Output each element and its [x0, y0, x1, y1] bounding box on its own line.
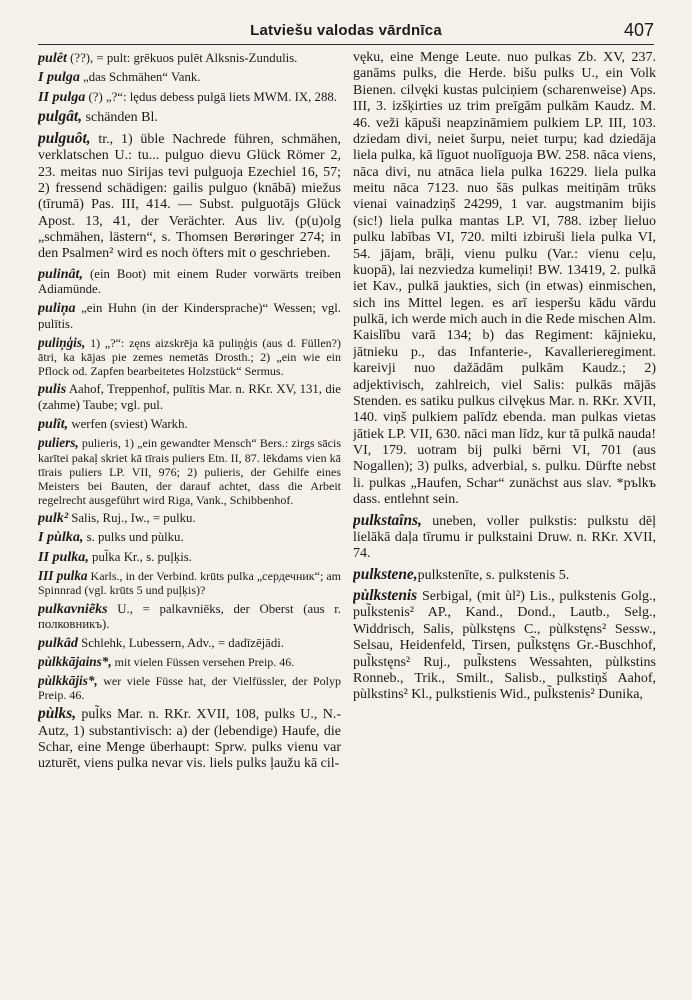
entry-text: mit vielen Füssen versehen Preip. 46.	[111, 655, 295, 670]
dictionary-entry	[38, 266, 341, 297]
headword: pulinât,	[38, 265, 83, 282]
headword: II pulga	[38, 88, 86, 105]
headword: pulkstene,	[353, 565, 418, 583]
entry-text: wer viele Füsse hat, der Vielfüssler, der Polyp Preip. 46.	[38, 673, 341, 703]
headword: pùlks,	[38, 705, 77, 723]
headword: pulkstaîns,	[353, 511, 422, 529]
dictionary-entry	[38, 673, 341, 702]
headword: pulis	[38, 381, 67, 398]
entry-text: U., = palkavniēks, der Oberst (aus r. полковникъ).	[38, 601, 341, 631]
entry-text: pulieris, 1) „ein gewandter Mensch“ Bers.: zirgs sācis karītei pakaļ skriet kā tīrais puliers Etn. II, 87. lēkdams vien kā tīrais puliers LP. VII, 976; 2) pulieris, der Gehilfe eines Meisters bei Bauten, der darauf achtet, dass die Arbeit regelrecht ausgeführt wird Riga, Vank., Schibbenhof.	[38, 436, 341, 507]
entry-text: „das Schmähen“ Vank.	[79, 70, 201, 85]
entry-text: Aahof, Treppenhof, pulītis Mar. n. RKr. XV, 131, die (zahme) Taube; vgl. pul.	[38, 382, 341, 412]
headword: pùlkstenis	[353, 587, 418, 604]
dictionary-entry	[38, 69, 341, 85]
entry-text: Serbigal, (mit ùl²) Lis., pulkstenis Golg., pul̃kstenis² AP., Kand., Dond., Lautb., Selg., Widdrisch, Salis, pùlkstęns C., pùlkstęns² Sessw., Selsau, Heidenfeld, Tirsen, pul̃kstęns Gr.-Buschhof, pul̃kstęns² Ruj., pul̃kstens Wessahten, pùlkstins Ronneb., Trik., Smilt., Salisb., pulkstiņš Aahof, pùlkstins² Kl., pulkstienis Wid., pul̃kstenis² Dunika,	[353, 589, 656, 703]
headword: pulguôt,	[38, 129, 91, 147]
entry-text: pul̃ka Kr., s. puļķis.	[88, 549, 192, 564]
entry-text: Karls., in der Verbind. krūts pulka „сердечник“; am Spinnrad (vgl. krūts 5 und puļķis)?	[38, 569, 341, 598]
dictionary-entry	[38, 50, 341, 66]
headword: I pùlka,	[38, 529, 84, 546]
dictionary-entry	[38, 529, 341, 545]
entry-text: vęku, eine Menge Leute. nuo pulkas Zb. XV, 237. ganāms pulks, die Herde. bišu pulks U., ein Volk Bienen. cilvęki kustas pulciņiem (scharenweise) Aps. III, 3. izšķirties uz trim preīgām pulkām Kaudz. M. 46. veži kāpuši neapzināmiem pulkiem LP. III, 103. dziedam divi, neiet šurpu, neiet turpu; kad dziedāja liela pulka, kā līguot nuolīguoja BW. 258. nāca viens, nāca divi, nu atnāca liela pulka 16229. liela pulka meitu nāca 7123. nuo šās pulkas meitiņām trūks vienai vainadziņš 24299, 1 var. augstmanim bijis (sic!) liela pulka mantas LP. VI, 788. izbeŗ lieluo pulku labības VI, 720. milti izbiruši liela pulka VI, 54. jājam, brāļi, vienu pulku (Var.: vienu ceļu, kuopā), lai nezviedza kumeliņi! BW. 13419, 2. pulkā iet Kav., pulkā jaukties, sich (in etwas) einmischen, sich ins Mittel legen. es arī iesperšu kādu vārdu pulkā, ich werde mich auch in die Rede mischen Alm. Kaislību varā 134; b) das Regiment: kājnieku, jātnieku p., das Infanterie-, Kavallerieregiment. kareivji nuo dažādām pulkām Kaudz.; 2) adjektivisch, zahlreich, viel Salis: pulkās mājās Stenden. es satiku pulkus cilvękus Mar. n. RKr. XVII, 140. viņš pulkiem palīdz ebenda. man pulkas vietas jātiek LP. VII, 630. nāci man līdz, kur tā pulkā nauda! VI, 179. uotram bij pulki bērni VI, 701 (aus Nogallen); 3) pulks, adverbial, s. pulku. Dürfte nebst li. pulkas „Haufen, Schar“ zunächst aus slav. *pъlkъ dass. entlehnt sein.	[353, 50, 656, 508]
entry-text: Schlehk, Lubessern, Adv., = dadīzējādi.	[77, 635, 285, 650]
dictionary-entry	[38, 381, 341, 412]
entry-text: pulkstenīte, s. pulkstenis 5.	[417, 567, 570, 583]
entry-text: tr., 1) üble Nachrede führen, schmähen, verklatschen U.: tu... pulguo dievu Glück Römer 2, 23. meitas nuo Sirijas tevi pulguoja Ezechiel 16, 57; 2) fressend schädigen: gailis pulguo (knābā) miežus (tīrumā) Pas. III, 414. — Subst. pulguotājs Glück Apost. 13, 41, der Verächter. Aus liv. (p(u)olg „schmähen, lästern“, s. Thomsen Berøringer 274; in den Psalmen² wird es noch öfters mit o geschrieben.	[38, 131, 341, 262]
dictionary-entry	[38, 300, 341, 331]
entry-text: schänden Bl.	[82, 110, 158, 126]
headword: pulît,	[38, 415, 69, 432]
dictionary-entry	[38, 601, 341, 632]
dictionary-entry	[38, 416, 341, 432]
entry-text: uneben, voller pulkstis: pulkstu dēļ lielākā daļa tīrumu ir pulkstaini Druw. n. RKr. XVII, 74.	[353, 513, 656, 562]
dictionary-entry	[38, 89, 341, 105]
headword: pulêt	[38, 50, 67, 66]
entry-text: „ein Huhn (in der Kindersprache)“ Wessen; vgl. pulītis.	[38, 301, 341, 331]
headword: puliņa	[38, 300, 76, 317]
dictionary-entry	[38, 705, 341, 773]
headword: I pulga	[38, 69, 80, 86]
headword: pùlkkājains*,	[38, 654, 112, 670]
entry-text: Salis, Ruj., Iw., = pulku.	[68, 510, 196, 525]
dictionary-entry	[353, 566, 656, 584]
headword: puliers,	[38, 435, 79, 451]
entry-text: pul̃ks Mar. n. RKr. XVII, 108, pulks U., N.-Autz, 1) substantivisch: a) der (lebendige) Haufe, die Schar, eine Menge überhaupt: Sprw. pulks vienu var uzturēt, viens pulka nevar vis. liels pulks ļaužu kā cil-	[38, 707, 341, 772]
dictionary-entry	[353, 50, 656, 509]
dictionary-entry	[38, 108, 341, 126]
dictionary-entry	[38, 435, 341, 507]
dictionary-entry	[38, 510, 341, 526]
page-header	[38, 20, 654, 45]
dictionary-entry	[353, 512, 656, 563]
entry-text: s. pulks und pùlku.	[83, 530, 184, 545]
entry-text: (ein Boot) mit einem Ruder vorwärts treiben Adiamünde.	[38, 266, 341, 297]
running-title: Latviešu valodas vārdnīca	[250, 22, 442, 39]
dictionary-entry	[38, 635, 341, 651]
headword: III pulka	[38, 568, 88, 584]
dictionary-entry	[38, 335, 341, 379]
text-columns	[38, 50, 656, 988]
headword: pulk²	[38, 509, 69, 526]
dictionary-entry	[38, 654, 341, 669]
dictionary-entry	[353, 587, 656, 704]
dictionary-entry	[38, 549, 341, 565]
right-column	[353, 50, 656, 988]
left-column	[38, 50, 341, 988]
headword: pulkavniẽks	[38, 600, 108, 617]
headword: II pulka,	[38, 548, 89, 565]
dictionary-entry	[38, 568, 341, 597]
entry-text: (?) „?“: lędus debess pulgā liets MWM. IX, 288.	[85, 89, 337, 104]
headword: puliņģis,	[38, 334, 86, 350]
entry-text: 1) „?“: zęns aizskrēja kā puliņģis (aus d. Füllen?) ātri, ka kājas pie zemes nemetās Drosth.; 2) „ein wie ein Pflock od. Zapfen bearbeitetes Holzstück“ Sermus.	[38, 335, 341, 379]
dictionary-entry	[38, 130, 341, 263]
entry-text: werfen (sviest) Warkh.	[68, 416, 188, 431]
page-number: 407	[623, 20, 654, 40]
entry-text: (??), = pult: grēkuos pulēt Alksnis-Zundulis.	[66, 51, 298, 65]
headword: pulkâd	[38, 634, 78, 651]
headword: pulgât,	[38, 108, 83, 126]
headword: pùlkkājis*,	[38, 672, 98, 688]
